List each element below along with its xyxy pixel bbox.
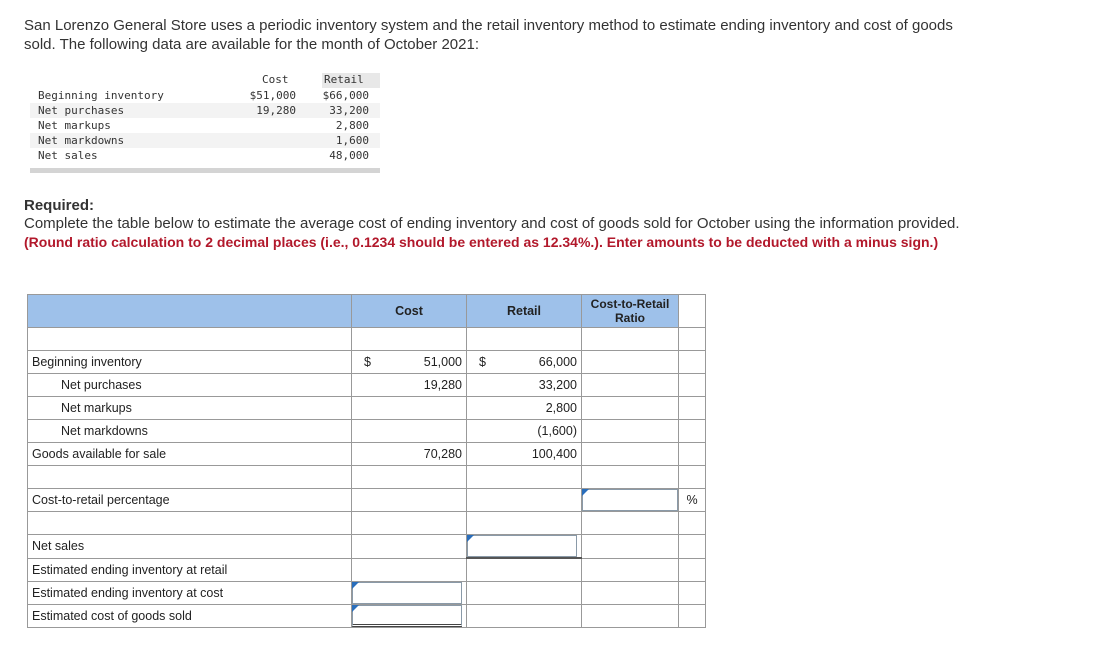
input-marker-icon: [352, 582, 359, 589]
input-marker-icon: [467, 535, 474, 542]
retail-value: 33,200: [467, 374, 582, 397]
row-label: Net markups: [28, 397, 352, 420]
header-cost: Cost: [352, 295, 467, 328]
cost-value: 19,280: [352, 374, 467, 397]
table-row: [28, 582, 706, 605]
table-row: [28, 535, 706, 559]
given-data-block: [30, 72, 380, 174]
cogs-input[interactable]: [352, 605, 462, 627]
row-label: Net purchases: [28, 374, 352, 397]
input-marker-icon: [352, 605, 359, 612]
input-marker-icon: [582, 489, 589, 496]
retail-value: 66,000: [538, 355, 577, 369]
row-label: Goods available for sale: [28, 443, 352, 466]
cost-value: 70,280: [352, 443, 467, 466]
row-label: Net sales: [28, 535, 352, 559]
table-row: [28, 443, 706, 466]
table-row: [28, 351, 706, 374]
table-row: [28, 397, 706, 420]
row-label: Estimated ending inventory at retail: [28, 558, 352, 582]
problem-intro: San Lorenzo General Store uses a periodic inventory system and the retail inventory method to estimate ending inventory and cost of goods sold. The following data are available for the month of October 2021:: [24, 17, 953, 53]
required-text: Complete the table below to estimate the average cost of ending inventory and cost of goods sold for October using the information provided.: [24, 215, 960, 232]
required-title: Required:: [24, 197, 95, 214]
percent-sign: %: [679, 489, 706, 512]
est-inventory-cost-input[interactable]: [352, 582, 462, 604]
table-row: [28, 489, 706, 512]
required-note: (Round ratio calculation to 2 decimal places (i.e., 0.1234 should be entered as 12.34%.). Enter amounts to be deducted with a minus sign.): [24, 234, 939, 250]
table-row: [28, 558, 706, 582]
given-row: Beginning inventory $51,000 $66,000: [38, 89, 369, 102]
required-section: [24, 197, 964, 252]
table-row: [28, 420, 706, 443]
header-retail: Retail: [467, 295, 582, 328]
row-label: Estimated cost of goods sold: [28, 605, 352, 628]
row-label: Net markdowns: [28, 420, 352, 443]
given-header-cost: Cost: [262, 73, 289, 86]
retail-value: 100,400: [467, 443, 582, 466]
worksheet-table: [27, 294, 706, 628]
row-label: Estimated ending inventory at cost: [28, 582, 352, 605]
given-row: Net sales 48,000: [38, 149, 369, 162]
ratio-input[interactable]: [582, 489, 678, 511]
dollar-sign: $: [364, 355, 371, 369]
row-label: Cost-to-retail percentage: [28, 489, 352, 512]
dollar-sign: $: [479, 355, 486, 369]
table-row: [28, 374, 706, 397]
cost-value: 51,000: [423, 355, 462, 369]
given-divider: [30, 168, 380, 173]
given-row: Net markdowns 1,600: [30, 133, 380, 148]
worksheet-header-row: [28, 295, 706, 328]
table-row: [28, 605, 706, 628]
header-ratio: Cost-to-Retail Ratio: [582, 295, 679, 328]
given-header-retail: Retail: [324, 73, 364, 86]
row-label: Beginning inventory: [28, 351, 352, 374]
given-row: Net markups 2,800: [38, 119, 369, 132]
retail-value: 2,800: [467, 397, 582, 420]
retail-value: (1,600): [467, 420, 582, 443]
net-sales-retail-input[interactable]: [467, 535, 577, 557]
given-row: Net purchases 19,280 33,200: [30, 103, 380, 118]
